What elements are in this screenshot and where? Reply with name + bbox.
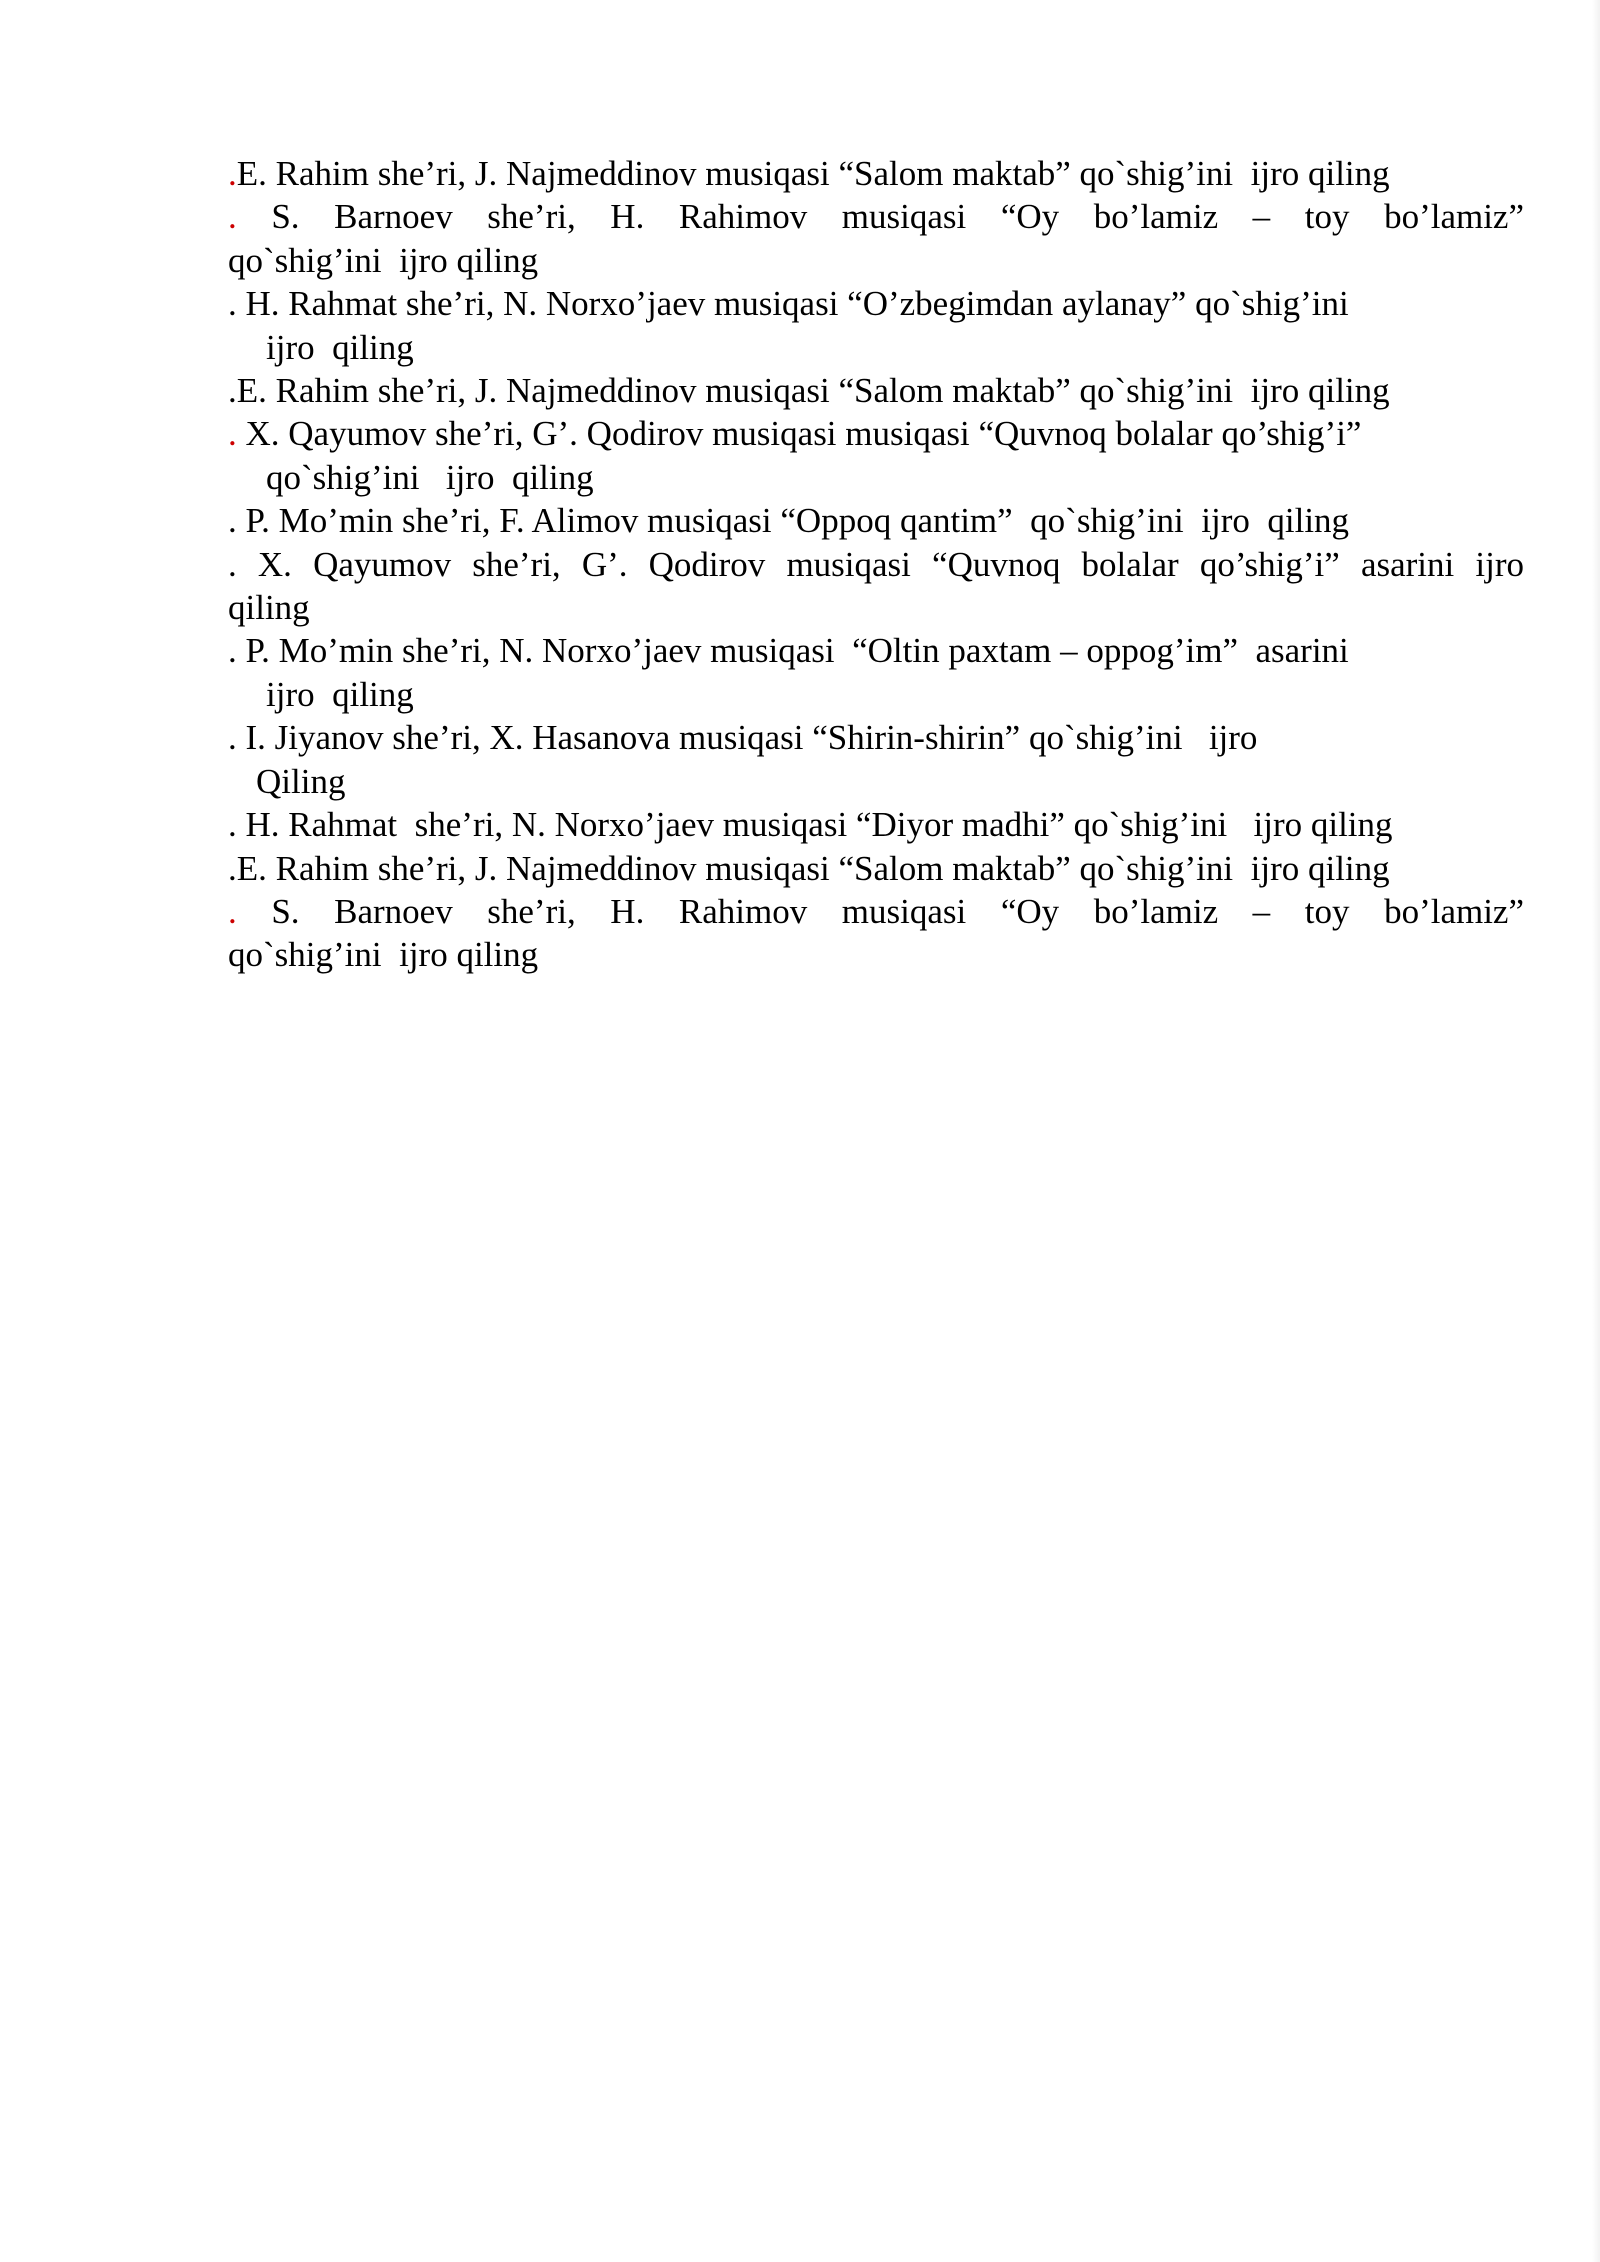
item-text: E. Rahim she’ri, J. Najmeddinov musiqasi “Salom maktab” qo`shig’ini ijro qiling xyxy=(236,371,1390,411)
item-text: E. Rahim she’ri, J. Najmeddinov musiqasi “Salom maktab” qo`shig’ini ijro qiling xyxy=(236,848,1390,888)
item-text: E. Rahim she’ri, J. Najmeddinov musiqasi “Salom maktab” qo`shig’ini ijro qiling xyxy=(236,154,1390,193)
item-continuation: Qiling xyxy=(256,761,346,801)
item-continuation: qo`shig’ini ijro qiling xyxy=(228,240,539,280)
item-text: X. Qayumov she’ri, G’. Qodirov musiqasi “Quvnoq bolalar qo’shig’i” asarini ijro xyxy=(236,544,1524,584)
item-continuation: ijro qiling xyxy=(266,327,414,367)
bullet-dot: . xyxy=(228,414,237,454)
item-text: P. Mo’min she’ri, N. Norxo’jaev musiqasi “Oltin paxtam – oppog’im” asarini xyxy=(236,631,1349,671)
item-text: X. Qayumov she’ri, G’. Qodirov musiqasi musiqasi “Quvnoq bolalar qo’shig’i” xyxy=(236,414,1362,454)
item-continuation: ijro qiling xyxy=(266,674,414,714)
list-item xyxy=(228,369,1524,412)
item-text: S. Barnoev she’ri, H. Rahimov musiqasi “Oy bo’lamiz – toy bo’lamiz” xyxy=(236,197,1524,237)
bullet-dot: . xyxy=(228,197,237,237)
list-item xyxy=(228,412,1524,499)
list-item xyxy=(228,282,1524,369)
item-text: P. Mo’min she’ri, F. Alimov musiqasi “Oppoq qantim” qo`shig’ini ijro qiling xyxy=(236,501,1350,541)
list-item xyxy=(228,195,1524,282)
page-edge-shadow xyxy=(1592,0,1600,2262)
item-continuation: qiling xyxy=(228,588,310,628)
item-text: H. Rahmat she’ri, N. Norxo’jaev musiqasi “Diyor madhi” qo`shig’ini ijro qiling xyxy=(236,805,1393,845)
bullet-dot: . xyxy=(228,501,237,541)
item-text: H. Rahmat she’ri, N. Norxo’jaev musiqasi “O’zbegimdan aylanay” qo`shig’ini xyxy=(236,284,1349,324)
list-item xyxy=(228,716,1524,803)
item-text: S. Barnoev she’ri, H. Rahimov musiqasi “Oy bo’lamiz – toy bo’lamiz” xyxy=(236,891,1524,931)
item-continuation: qo`shig’ini ijro qiling xyxy=(266,457,594,497)
item-text: I. Jiyanov she’ri, X. Hasanova musiqasi “Shirin-shirin” qo`shig’ini ijro xyxy=(236,718,1258,758)
list-item xyxy=(228,803,1524,846)
list-item xyxy=(228,847,1524,890)
bullet-dot: . xyxy=(228,544,237,584)
bullet-dot: . xyxy=(228,718,237,758)
list-item xyxy=(228,499,1524,542)
bullet-dot: . xyxy=(228,631,237,671)
bullet-dot: . xyxy=(228,848,237,888)
bullet-dot: . xyxy=(228,805,237,845)
list-item xyxy=(228,152,1524,195)
list-item xyxy=(228,890,1524,977)
assignment-list xyxy=(228,152,1524,977)
list-item xyxy=(228,543,1524,630)
item-continuation: qo`shig’ini ijro qiling xyxy=(228,935,539,975)
bullet-dot: . xyxy=(228,284,237,324)
bullet-dot: . xyxy=(228,154,237,193)
bullet-dot: . xyxy=(228,891,237,931)
list-item xyxy=(228,629,1524,716)
bullet-dot: . xyxy=(228,371,237,411)
